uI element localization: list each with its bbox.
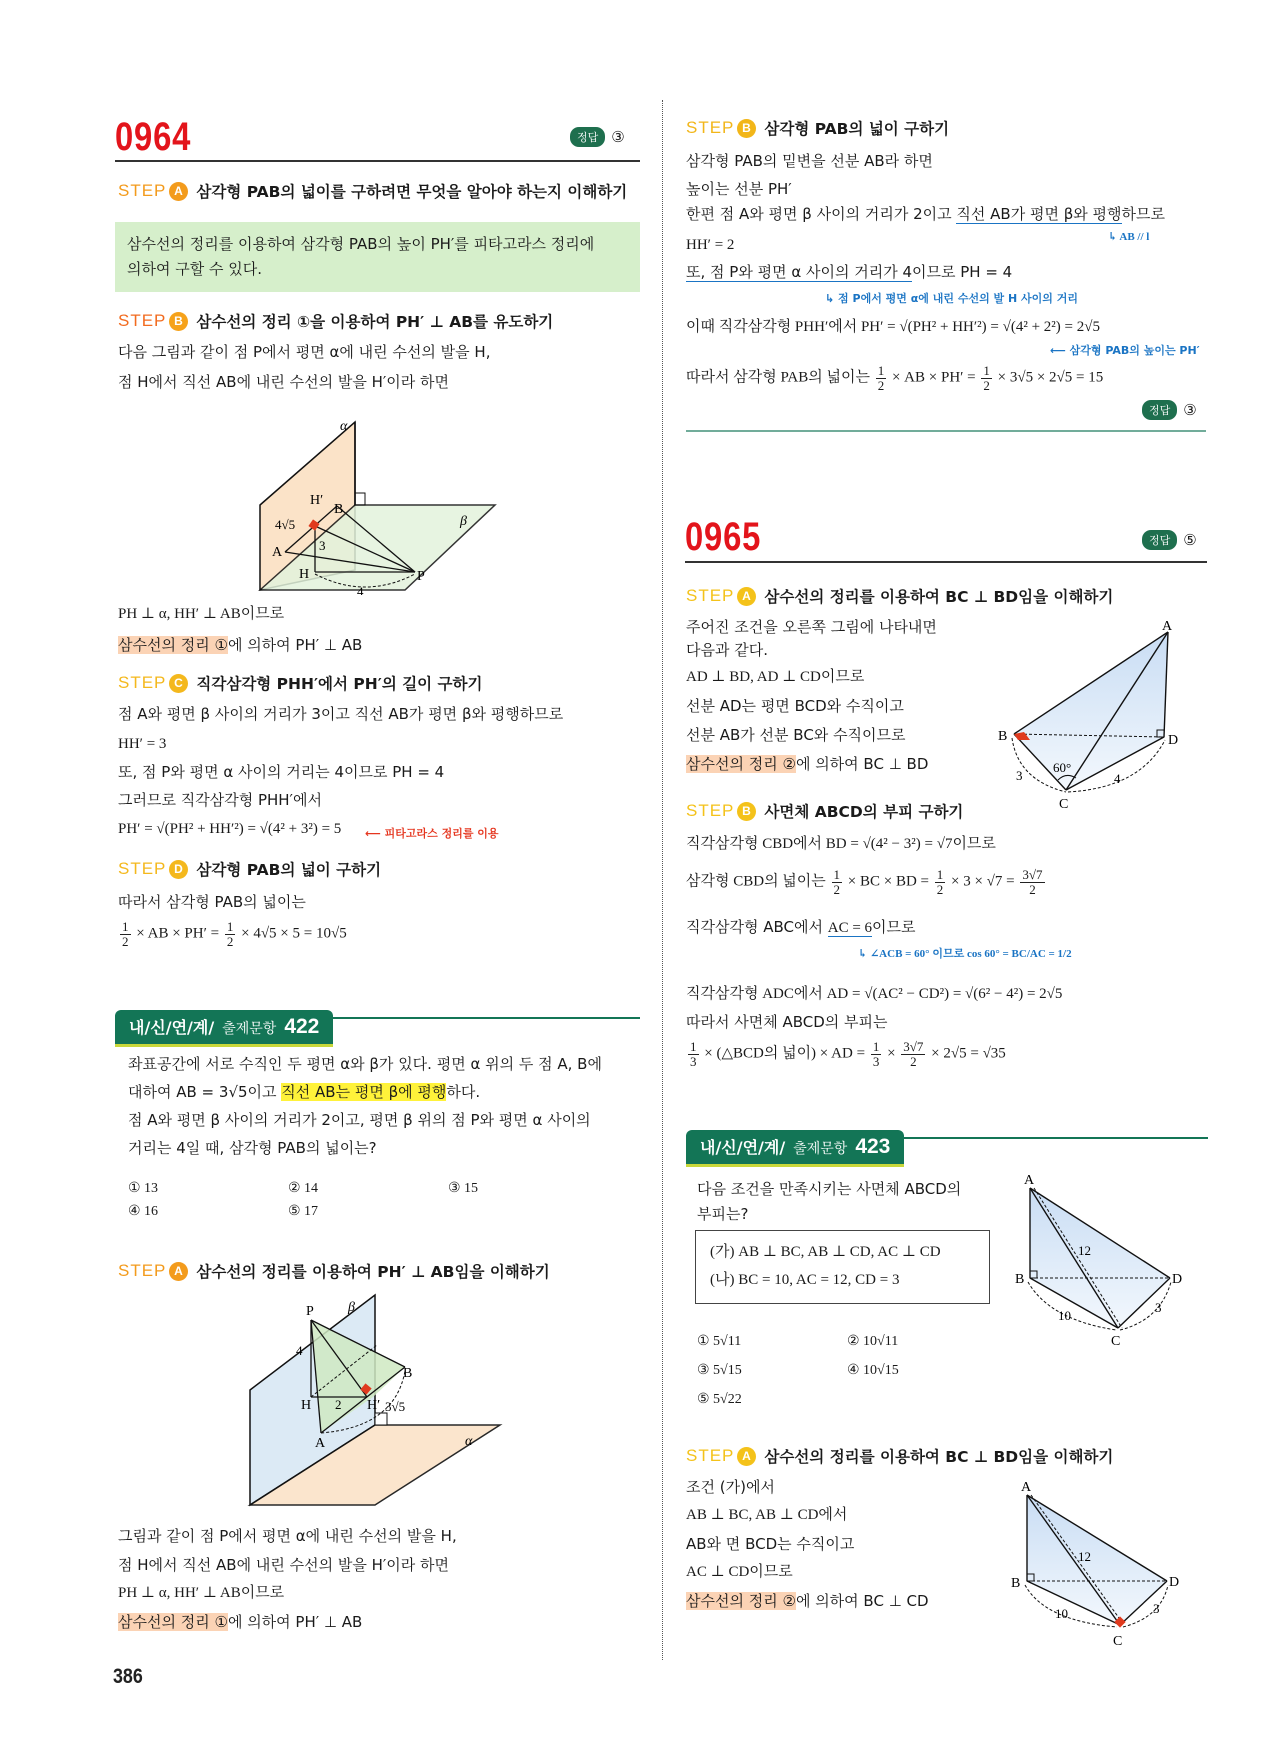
step-d-tag: STEP D — [118, 859, 188, 879]
theorem-rest: 에 의하여 BC ⊥ BD — [795, 755, 929, 773]
label-h: H — [301, 1398, 312, 1413]
underline-ac: AC = 6 — [827, 920, 873, 936]
figure-tetrahedron-423-solution — [1005, 1475, 1185, 1655]
label-c: C — [1059, 797, 1069, 812]
theorem-highlight: 삼수선의 정리 ① — [118, 1613, 228, 1631]
related-tab: 내/신/연/계/ 출제문항 422 — [115, 1010, 333, 1047]
text-line: HH′ = 3 — [118, 736, 167, 752]
question-line: 대하여 AB = 3√5이고 직선 AB는 평면 β에 평행하다. — [128, 1083, 481, 1101]
text-line: 따라서 삼각형 PAB의 넓이는 — [118, 893, 306, 911]
text-line: 직각삼각형 ABC에서 AC = 6이므로 — [686, 918, 916, 936]
step-a-heading-422 — [118, 1260, 550, 1282]
choice-5[interactable]: ⑤ 5√22 — [697, 1392, 742, 1407]
label-b: B — [1015, 1272, 1025, 1287]
related-rule — [904, 1137, 1208, 1139]
choice-1[interactable]: ① 5√11 — [697, 1334, 742, 1349]
step-letter-icon: B — [169, 312, 188, 331]
choice-3[interactable]: ③ 5√15 — [697, 1363, 742, 1378]
note-height: ⟵ 삼각형 PAB의 높이는 PH′ — [1050, 344, 1200, 357]
label-hprime: H′ — [367, 1398, 381, 1413]
step-letter-icon: C — [169, 674, 188, 693]
step-title: 삼각형 PAB의 넓이를 구하려면 무엇을 알아야 하는지 이해하기 — [196, 183, 628, 201]
page-number: 386 — [113, 1665, 143, 1688]
step-letter-icon: A — [737, 1447, 756, 1466]
related-rule — [333, 1017, 640, 1019]
step-letter-icon: B — [737, 119, 756, 138]
choice-4[interactable]: ④ 16 — [128, 1204, 159, 1219]
step-title: 삼수선의 정리를 이용하여 BC ⊥ BD임을 이해하기 — [764, 1448, 1114, 1466]
label-p: P — [306, 1304, 314, 1319]
label-len-bc: 3 — [1016, 768, 1023, 783]
theorem-line — [118, 636, 362, 654]
hint-line: 삼수선의 정리를 이용하여 삼각형 PAB의 높이 PH′를 피타고라스 정리에 — [127, 235, 595, 253]
step-title: 직각삼각형 PHH′에서 PH′의 길이 구하기 — [196, 675, 483, 693]
label-len-ac: 12 — [1078, 1243, 1091, 1258]
header-rule — [115, 160, 640, 162]
choices-422 — [128, 1180, 608, 1220]
label-d: D — [1168, 733, 1179, 748]
label-b: B — [403, 1366, 413, 1381]
label-c: C — [1111, 1334, 1121, 1349]
text-line: 선분 AD는 평면 BCD와 수직이고 — [686, 697, 904, 715]
choice-2[interactable]: ② 10√11 — [847, 1334, 899, 1349]
label-len-bc: 10 — [1058, 1308, 1071, 1323]
choice-1[interactable]: ① 13 — [128, 1181, 159, 1196]
column-divider — [662, 100, 663, 1660]
text-line: 선분 AB가 선분 BC와 수직이므로 — [686, 726, 906, 744]
question-line: 점 A와 평면 β 사이의 거리가 2이고, 평면 β 위의 점 P와 평면 α 사이의 — [128, 1111, 591, 1129]
label-a: A — [1021, 1480, 1032, 1495]
question-line: 다음 조건을 만족시키는 사면체 ABCD의 — [697, 1180, 962, 1198]
related-problem-header-422 — [115, 1010, 640, 1047]
answer-indicator-0965 — [1142, 530, 1197, 550]
text-line: 높이는 선분 PH′ — [686, 180, 792, 198]
step-b-tag: STEP B — [686, 118, 756, 138]
related-tab: 내/신/연/계/ 출제문항 423 — [686, 1130, 904, 1167]
theorem-rest: 에 의하여 PH′ ⊥ AB — [227, 1613, 363, 1631]
section-rule — [686, 430, 1206, 432]
step-letter-icon: B — [737, 802, 756, 821]
label-alpha: α — [465, 1434, 473, 1449]
text-line: 그러므로 직각삼각형 PHH′에서 — [118, 791, 322, 809]
text-line: 따라서 사면체 ABCD의 부피는 — [686, 1013, 888, 1031]
note-parallel: ↳ AB // l — [1108, 231, 1150, 243]
text-line: 점 H에서 직선 AB에 내린 수선의 발을 H′이라 하면 — [118, 1556, 449, 1574]
label-len-cd: 3 — [1155, 1300, 1162, 1315]
underline-parallel: 직선 AB가 평면 β와 평행 — [956, 205, 1122, 223]
condition-ga: (가) AB ⊥ BC, AB ⊥ CD, AC ⊥ CD — [710, 1244, 941, 1260]
label-beta: β — [348, 1300, 355, 1315]
note-cos60: ↳ ∠ACB = 60° 이므로 cos 60° = BC/AC = 1/2 — [858, 948, 1072, 960]
text-line: 직각삼각형 ADC에서 AD = √(AC² − CD²) = √(6² − 4²) = 2√5 — [686, 986, 1063, 1002]
pythagoras-note: ⟵ 피타고라스 정리를 이용 — [365, 827, 499, 840]
answer-badge: 정답 — [1142, 400, 1177, 420]
step-title: 삼각형 PAB의 넓이 구하기 — [764, 120, 950, 138]
text-line: 점 A와 평면 β 사이의 거리가 3이고 직선 AB가 평면 β와 평행하므로 — [118, 705, 564, 723]
step-d-heading — [118, 858, 381, 880]
step-b-tag: STEP B — [686, 801, 756, 821]
step-b-heading — [118, 310, 553, 332]
label-len-hh: 2 — [335, 1397, 342, 1412]
label-a: A — [1024, 1173, 1035, 1188]
label-d: D — [1172, 1272, 1183, 1287]
theorem-rest: 에 의하여 BC ⊥ CD — [795, 1592, 929, 1610]
label-angle: 60° — [1053, 760, 1072, 775]
volume-equation: $\frac{1}{3}$ × (△BCD의 넓이) × AD = $\frac{1}{3}$ × $\frac{3√7}{2}$ × 2√5 = √35 — [690, 1039, 1006, 1069]
step-letter-icon: D — [169, 860, 188, 879]
figure-planes-0964 — [255, 400, 505, 595]
question-line: 부피는? — [697, 1205, 749, 1223]
text-line: 다음과 같다. — [686, 641, 768, 659]
label-c: C — [1113, 1634, 1123, 1649]
theorem-highlight: 삼수선의 정리 ② — [686, 1592, 796, 1610]
label-len-ab: 4√5 — [275, 517, 296, 532]
answer-badge: 정답 — [1142, 530, 1177, 550]
step-title: 삼각형 PAB의 넓이 구하기 — [196, 861, 382, 879]
step-letter-icon: A — [169, 1262, 188, 1281]
answer-value: ③ — [1183, 401, 1197, 419]
step-title: 사면체 ABCD의 부피 구하기 — [764, 803, 964, 821]
text-line: AB ⊥ BC, AB ⊥ CD에서 — [686, 1507, 848, 1523]
step-a-tag: STEP A — [686, 1446, 756, 1466]
step-c-tag: STEP C — [118, 673, 188, 693]
area-equation: 따라서 삼각형 PAB의 넓이는 $\frac{1}{2}$ × AB × PH′ = $\frac{1}{2}$ × 3√5 × 2√5 = 15 — [686, 363, 1104, 393]
related-problem-header-423 — [686, 1130, 1208, 1167]
figure-tetrahedron-423 — [1010, 1170, 1185, 1350]
label-len-hh: 3 — [319, 538, 326, 553]
step-title: 삼수선의 정리를 이용하여 PH′ ⊥ AB임을 이해하기 — [196, 1263, 550, 1281]
label-b: B — [998, 729, 1008, 744]
step-b-tag: STEP B — [118, 311, 188, 331]
label-len-bc: 10 — [1055, 1606, 1068, 1621]
label-beta: β — [460, 514, 467, 529]
note-distance: ↳ 점 P에서 평면 α에 내린 수선의 발 H 사이의 거리 — [825, 292, 1078, 305]
text-line: 또, 점 P와 평면 α 사이의 거리는 4이므로 PH = 4 — [118, 763, 445, 781]
underline-distance: 또, 점 P와 평면 α 사이의 거리가 4 — [686, 263, 913, 281]
text-line: PH ⊥ α, HH′ ⊥ AB이므로 — [118, 606, 285, 622]
hint-line: 의하여 구할 수 있다. — [127, 259, 262, 278]
text-line: 주어진 조건을 오른쪽 그림에 나타내면 — [686, 618, 937, 636]
pythagoras-equation: 이때 직각삼각형 PHH′에서 PH′ = √(PH² + HH′²) = √(4² + 2²) = 2√5 — [686, 319, 1100, 335]
label-b: B — [1011, 1576, 1021, 1591]
step-a-heading-0965 — [686, 585, 1113, 607]
label-len-cd: 4 — [1114, 771, 1121, 786]
text-line: AD ⊥ BD, AD ⊥ CD이므로 — [686, 669, 865, 685]
problem-number-0964: 0964 — [115, 115, 192, 159]
area-equation: $\frac{1}{2}$ × AB × PH′ = $\frac{1}{2}$ × 4√5 × 5 = 10√5 — [122, 919, 347, 949]
choice-2[interactable]: ② 14 — [288, 1181, 319, 1196]
label-b: B — [334, 502, 344, 517]
step-a-heading-423 — [686, 1445, 1113, 1467]
label-a: A — [272, 545, 283, 560]
label-len-hp: 4 — [357, 584, 364, 595]
label-d: D — [1169, 1575, 1180, 1590]
choice-4[interactable]: ④ 10√15 — [847, 1363, 899, 1378]
label-a: A — [315, 1436, 326, 1451]
text-line: 한편 점 A와 평면 β 사이의 거리가 2이고 직선 AB가 평면 β와 평행하므로 — [686, 205, 1165, 223]
step-title: 삼수선의 정리를 이용하여 BC ⊥ BD임을 이해하기 — [764, 588, 1114, 606]
text-line: 삼각형 PAB의 밑변을 선분 AB라 하면 — [686, 152, 933, 170]
theorem-line — [686, 755, 928, 773]
label-h: H — [299, 567, 310, 582]
answer-value: ⑤ — [1183, 531, 1197, 549]
text-line: PH ⊥ α, HH′ ⊥ AB이므로 — [118, 1585, 285, 1601]
text-line: 또, 점 P와 평면 α 사이의 거리가 4이므로 PH = 4 — [686, 263, 1013, 281]
step-a-tag: STEP A — [118, 1261, 188, 1281]
answer-badge: 정답 — [570, 127, 605, 147]
step-a-tag: STEP A — [686, 586, 756, 606]
theorem-rest: 에 의하여 PH′ ⊥ AB — [227, 636, 363, 654]
step-title: 삼수선의 정리 ①을 이용하여 PH′ ⊥ AB를 유도하기 — [196, 313, 554, 331]
answer-indicator-0964 — [570, 127, 625, 147]
text-line: AB와 면 BCD는 수직이고 — [686, 1535, 855, 1553]
text-line: 다음 그림과 같이 점 P에서 평면 α에 내린 수선의 발을 H, — [118, 343, 491, 361]
step-letter-icon: A — [737, 587, 756, 606]
theorem-highlight: 삼수선의 정리 ① — [118, 636, 228, 654]
label-alpha: α — [340, 419, 348, 434]
answer-value: ③ — [611, 128, 625, 146]
theorem-line — [118, 1613, 362, 1631]
question-line: 거리는 4일 때, 삼각형 PAB의 넓이는? — [128, 1139, 377, 1157]
step-a-heading — [118, 180, 627, 202]
label-len-cd: 3 — [1153, 1601, 1160, 1616]
choice-5[interactable]: ⑤ 17 — [288, 1204, 319, 1219]
condition-na: (나) BC = 10, AC = 12, CD = 3 — [710, 1271, 900, 1288]
condition-box — [695, 1230, 990, 1304]
label-len-ab: 3√5 — [385, 1399, 406, 1414]
highlight-parallel: 직선 AB는 평면 β에 평행 — [281, 1083, 447, 1101]
label-len-ph: 4 — [296, 1343, 303, 1358]
theorem-highlight: 삼수선의 정리 ② — [686, 755, 796, 773]
question-line: 좌표공간에 서로 수직인 두 평면 α와 β가 있다. 평면 α 위의 두 점 A, B에 — [128, 1055, 602, 1073]
step-letter-icon: A — [169, 182, 188, 201]
choices-423 — [697, 1333, 997, 1408]
step-c-heading — [118, 672, 482, 694]
text-line: 점 H에서 직선 AB에 내린 수선의 발을 H′이라 하면 — [118, 373, 449, 391]
text-line: 직각삼각형 CBD에서 BD = √(4² − 3²) = √7이므로 — [686, 836, 996, 852]
answer-indicator-422 — [1142, 400, 1197, 420]
label-hprime: H′ — [310, 493, 324, 508]
label-p: P — [417, 569, 425, 584]
step-b-heading-0965 — [686, 800, 963, 822]
label-len-ac: 12 — [1078, 1549, 1091, 1564]
figure-planes-422 — [245, 1285, 510, 1510]
step-a-tag: STEP A — [118, 181, 188, 201]
text-line: 조건 (가)에서 — [686, 1478, 775, 1496]
text-line: AC ⊥ CD이므로 — [686, 1564, 793, 1580]
figure-tetrahedron-0965 — [990, 620, 1190, 815]
label-a: A — [1162, 620, 1173, 634]
choice-3[interactable]: ③ 15 — [448, 1181, 479, 1196]
theorem-line — [686, 1592, 929, 1610]
step-b-heading-422 — [686, 117, 949, 139]
pythagoras-equation: PH′ = √(PH² + HH′²) = √(4² + 3²) = 5 — [118, 821, 342, 837]
problem-number-0965: 0965 — [685, 515, 762, 559]
text-line: 그림과 같이 점 P에서 평면 α에 내린 수선의 발을 H, — [118, 1527, 457, 1545]
hint-box — [115, 222, 640, 292]
area-equation: 삼각형 CBD의 넓이는 $\frac{1}{2}$ × BC × BD = $\frac{1}{2}$ × 3 × √7 = $\frac{3√7}{2}$ — [686, 867, 1043, 897]
text-line: HH′ = 2 — [686, 237, 735, 253]
header-rule — [685, 561, 1207, 563]
